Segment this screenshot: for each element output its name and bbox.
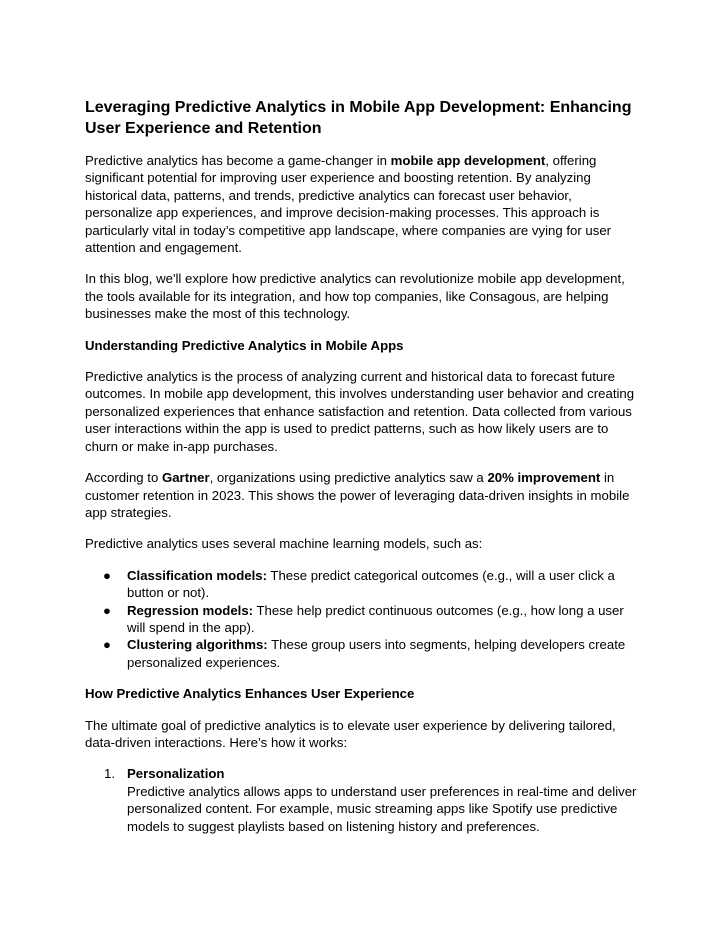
- document-title: Leveraging Predictive Analytics in Mobile App Development: Enhancing User Experience and Retention: [85, 99, 632, 137]
- gartner-paragraph: [85, 469, 640, 521]
- step-number: 1.: [104, 766, 115, 782]
- step-title: Personalization: [127, 766, 225, 782]
- bullet-icon: ●: [103, 637, 111, 653]
- section-heading-understanding: Understanding Predictive Analytics in Mobile Apps: [85, 337, 404, 353]
- bullet-icon: ●: [103, 567, 111, 583]
- list-item-personalization: [85, 765, 640, 835]
- gartner-bold-stat: 20% improvement: [487, 470, 601, 486]
- list-item-clustering: [85, 636, 640, 671]
- model-name: Regression models:: [127, 602, 254, 618]
- document-page: [85, 97, 640, 835]
- intro-paragraph: [85, 152, 640, 256]
- intro-text-before: Predictive analytics has become a game-changer in: [85, 153, 391, 168]
- list-item-classification: [85, 567, 640, 602]
- models-list: [85, 567, 640, 671]
- goal-paragraph: The ultimate goal of predictive analytics is to elevate user experience by delivering tailored, data-driven interactions. Here’s how it works:: [85, 717, 616, 750]
- intro-bold-term: mobile app development: [390, 153, 546, 168]
- section-heading-user-experience: How Predictive Analytics Enhances User Experience: [85, 686, 415, 702]
- gartner-text-1: According to: [85, 470, 162, 486]
- model-name: Classification models:: [127, 567, 267, 583]
- model-description: These predict categorical outcomes (e.g., will a user click a button or not).: [127, 567, 615, 601]
- gartner-text-2: , organizations using predictive analytics saw a: [209, 470, 488, 486]
- bullet-icon: ●: [103, 602, 111, 618]
- gartner-text-3: in customer retention in 2023. This shows the power of leveraging data-driven insights in mobile app strategies.: [85, 470, 630, 520]
- model-name: Clustering algorithms:: [127, 637, 268, 653]
- steps-list: [85, 765, 640, 835]
- list-item-regression: [85, 602, 640, 637]
- models-intro-paragraph: Predictive analytics uses several machine learning models, such as:: [85, 536, 483, 552]
- blog-intro-paragraph: In this blog, we'll explore how predictive analytics can revolutionize mobile app development, the tools available for its integration, and how top companies, like Consagous, are helping businesses make the most of this technology.: [85, 271, 625, 322]
- model-description: These group users into segments, helping developers create personalized experiences.: [127, 637, 626, 670]
- gartner-bold-source: Gartner: [161, 470, 210, 486]
- intro-text-after: , offering significant potential for improving user experience and boosting retention. By analyzing historical data, patterns, and trends, predictive analytics can forecast user behavior, personalize app experiences, and improve decision-making processes. This approach is particularly vital in today’s competitive app landscape, where companies are vying for user attention and engagement.: [85, 153, 612, 256]
- definition-paragraph: Predictive analytics is the process of analyzing current and historical data to forecast future outcomes. In mobile app development, this involves understanding user behavior and creating personalized experiences that enhance satisfaction and retention. Data collected from various user interactions within the app is used to predict patterns, such as how likely users are to churn or make in-app purchases.: [85, 369, 635, 454]
- step-description: Predictive analytics allows apps to understand user preferences in real-time and deliver personalized content. For example, music streaming apps like Spotify use predictive models to suggest playlists based on listening history and preferences.: [127, 783, 637, 834]
- model-description: These help predict continuous outcomes (e.g., how long a user will spend in the app).: [127, 602, 624, 635]
